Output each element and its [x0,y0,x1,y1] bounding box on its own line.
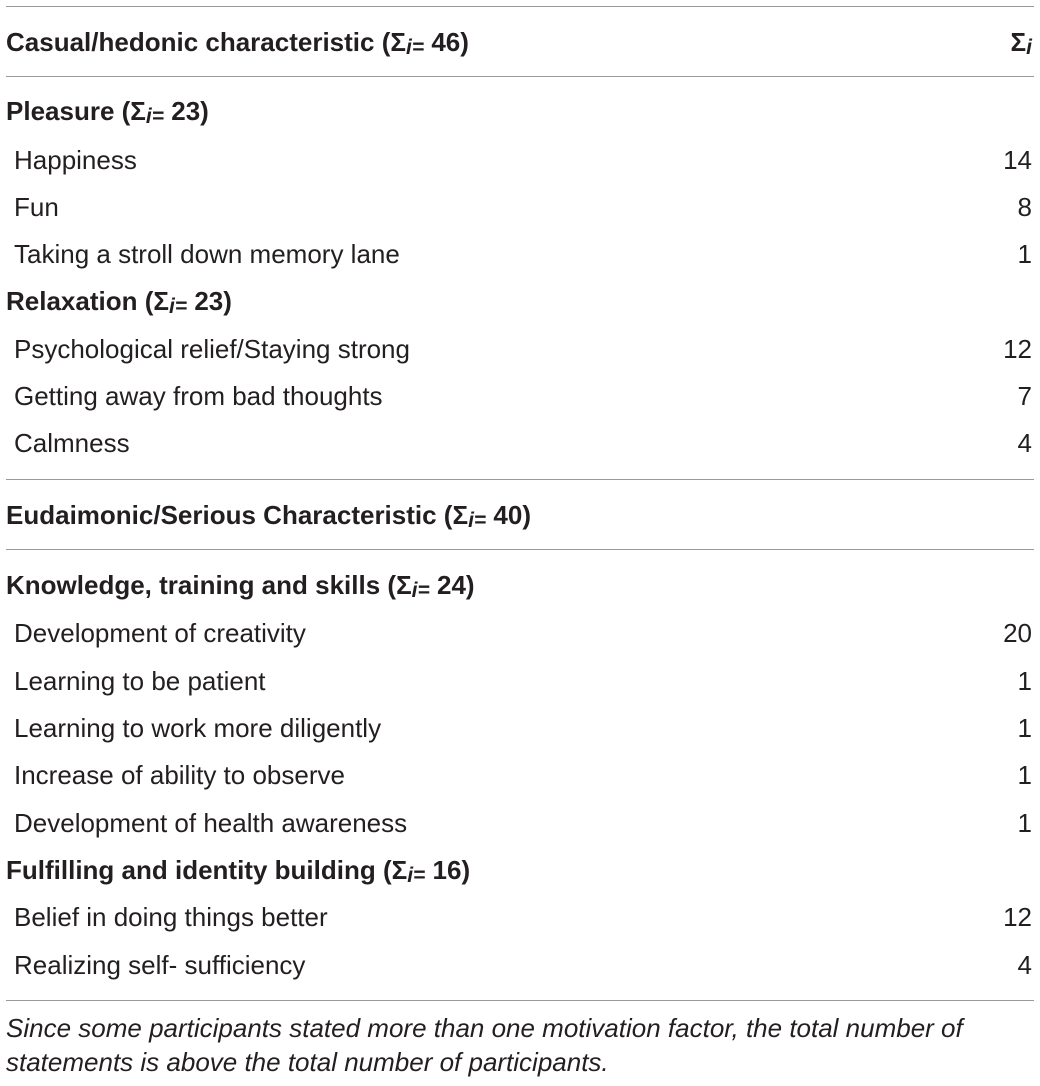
sigma-symbol: Σ [391,855,408,885]
row-label: Psychological relief/Staying strong [14,334,410,364]
row-label: Belief in doing things better [14,902,328,932]
group-prefix: Knowledge, training and skills ( [6,570,397,600]
sigma-subscript: i= [145,105,165,128]
row-value: 4 [1017,428,1032,458]
header-title-total: 46) [424,27,469,57]
row-value: 12 [1003,902,1032,932]
row-label: Learning to be patient [14,666,266,696]
group-heading-pleasure [6,96,209,129]
row-value: 1 [1017,666,1032,696]
row-label: Getting away from bad thoughts [14,381,383,411]
table-bottom-rule [6,1000,1034,1001]
row-value: 1 [1017,239,1032,269]
sigma-symbol: Σ [153,286,169,316]
section-prefix: Eudaimonic/Serious Characteristic ( [6,500,453,530]
group-total: 23) [187,286,232,316]
sigma-symbol: Σ [1010,27,1027,57]
row-value: 4 [1017,950,1032,980]
table-footnote: Since some participants stated more than one motivation factor, the total number of statements is above the total number of participants. [6,1013,963,1077]
row-value: 7 [1017,381,1032,411]
sigma-symbol: Σ [396,570,412,600]
row-label: Increase of ability to observe [14,760,345,790]
row-label: Learning to work more diligently [14,713,382,743]
row-label: Taking a stroll down memory lane [14,239,400,269]
table-top-rule [6,6,1034,7]
section-rule [6,549,1034,550]
group-prefix: Relaxation ( [6,286,154,316]
row-value: 20 [1003,618,1032,648]
group-total: 23) [164,96,209,126]
sigma-symbol: Σ [452,500,469,530]
row-value: 1 [1017,808,1032,838]
sigma-subscript: i= [168,295,188,318]
sigma-subscript: i= [407,864,426,887]
row-label: Development of creativity [14,618,306,648]
sigma-subscript: i= [468,509,487,532]
group-heading-fulfilling [6,855,470,888]
row-label: Happiness [14,145,137,175]
group-prefix: Pleasure ( [6,96,131,126]
row-value: 12 [1003,334,1032,364]
group-total: 24) [429,570,475,600]
sigma-symbol: Σ [130,96,146,126]
group-total: 16) [425,855,471,885]
section-total: 40) [486,500,531,530]
section-rule [6,479,1034,480]
row-label: Development of health awareness [14,808,408,838]
row-value: 1 [1017,713,1032,743]
row-label: Realizing self- sufficiency [14,950,306,980]
section-heading-eudaimonic [6,500,531,533]
sigma-subscript: i [1026,36,1032,59]
row-value: 8 [1017,192,1032,222]
sigma-subscript: i= [405,36,425,59]
table-header-title [6,27,469,60]
row-value: 14 [1003,145,1032,175]
group-prefix: Fulfilling and identity building ( [6,855,392,885]
group-heading-relaxation [6,286,232,319]
row-value: 1 [1017,760,1032,790]
column-header-sigma [1011,27,1032,60]
header-title-prefix: Casual/hedonic characteristic ( [6,27,391,57]
header-rule [6,76,1034,77]
row-label: Calmness [14,428,130,458]
group-heading-knowledge [6,570,475,603]
sigma-subscript: i= [411,579,430,602]
sigma-symbol: Σ [390,27,406,57]
row-label: Fun [14,192,59,222]
